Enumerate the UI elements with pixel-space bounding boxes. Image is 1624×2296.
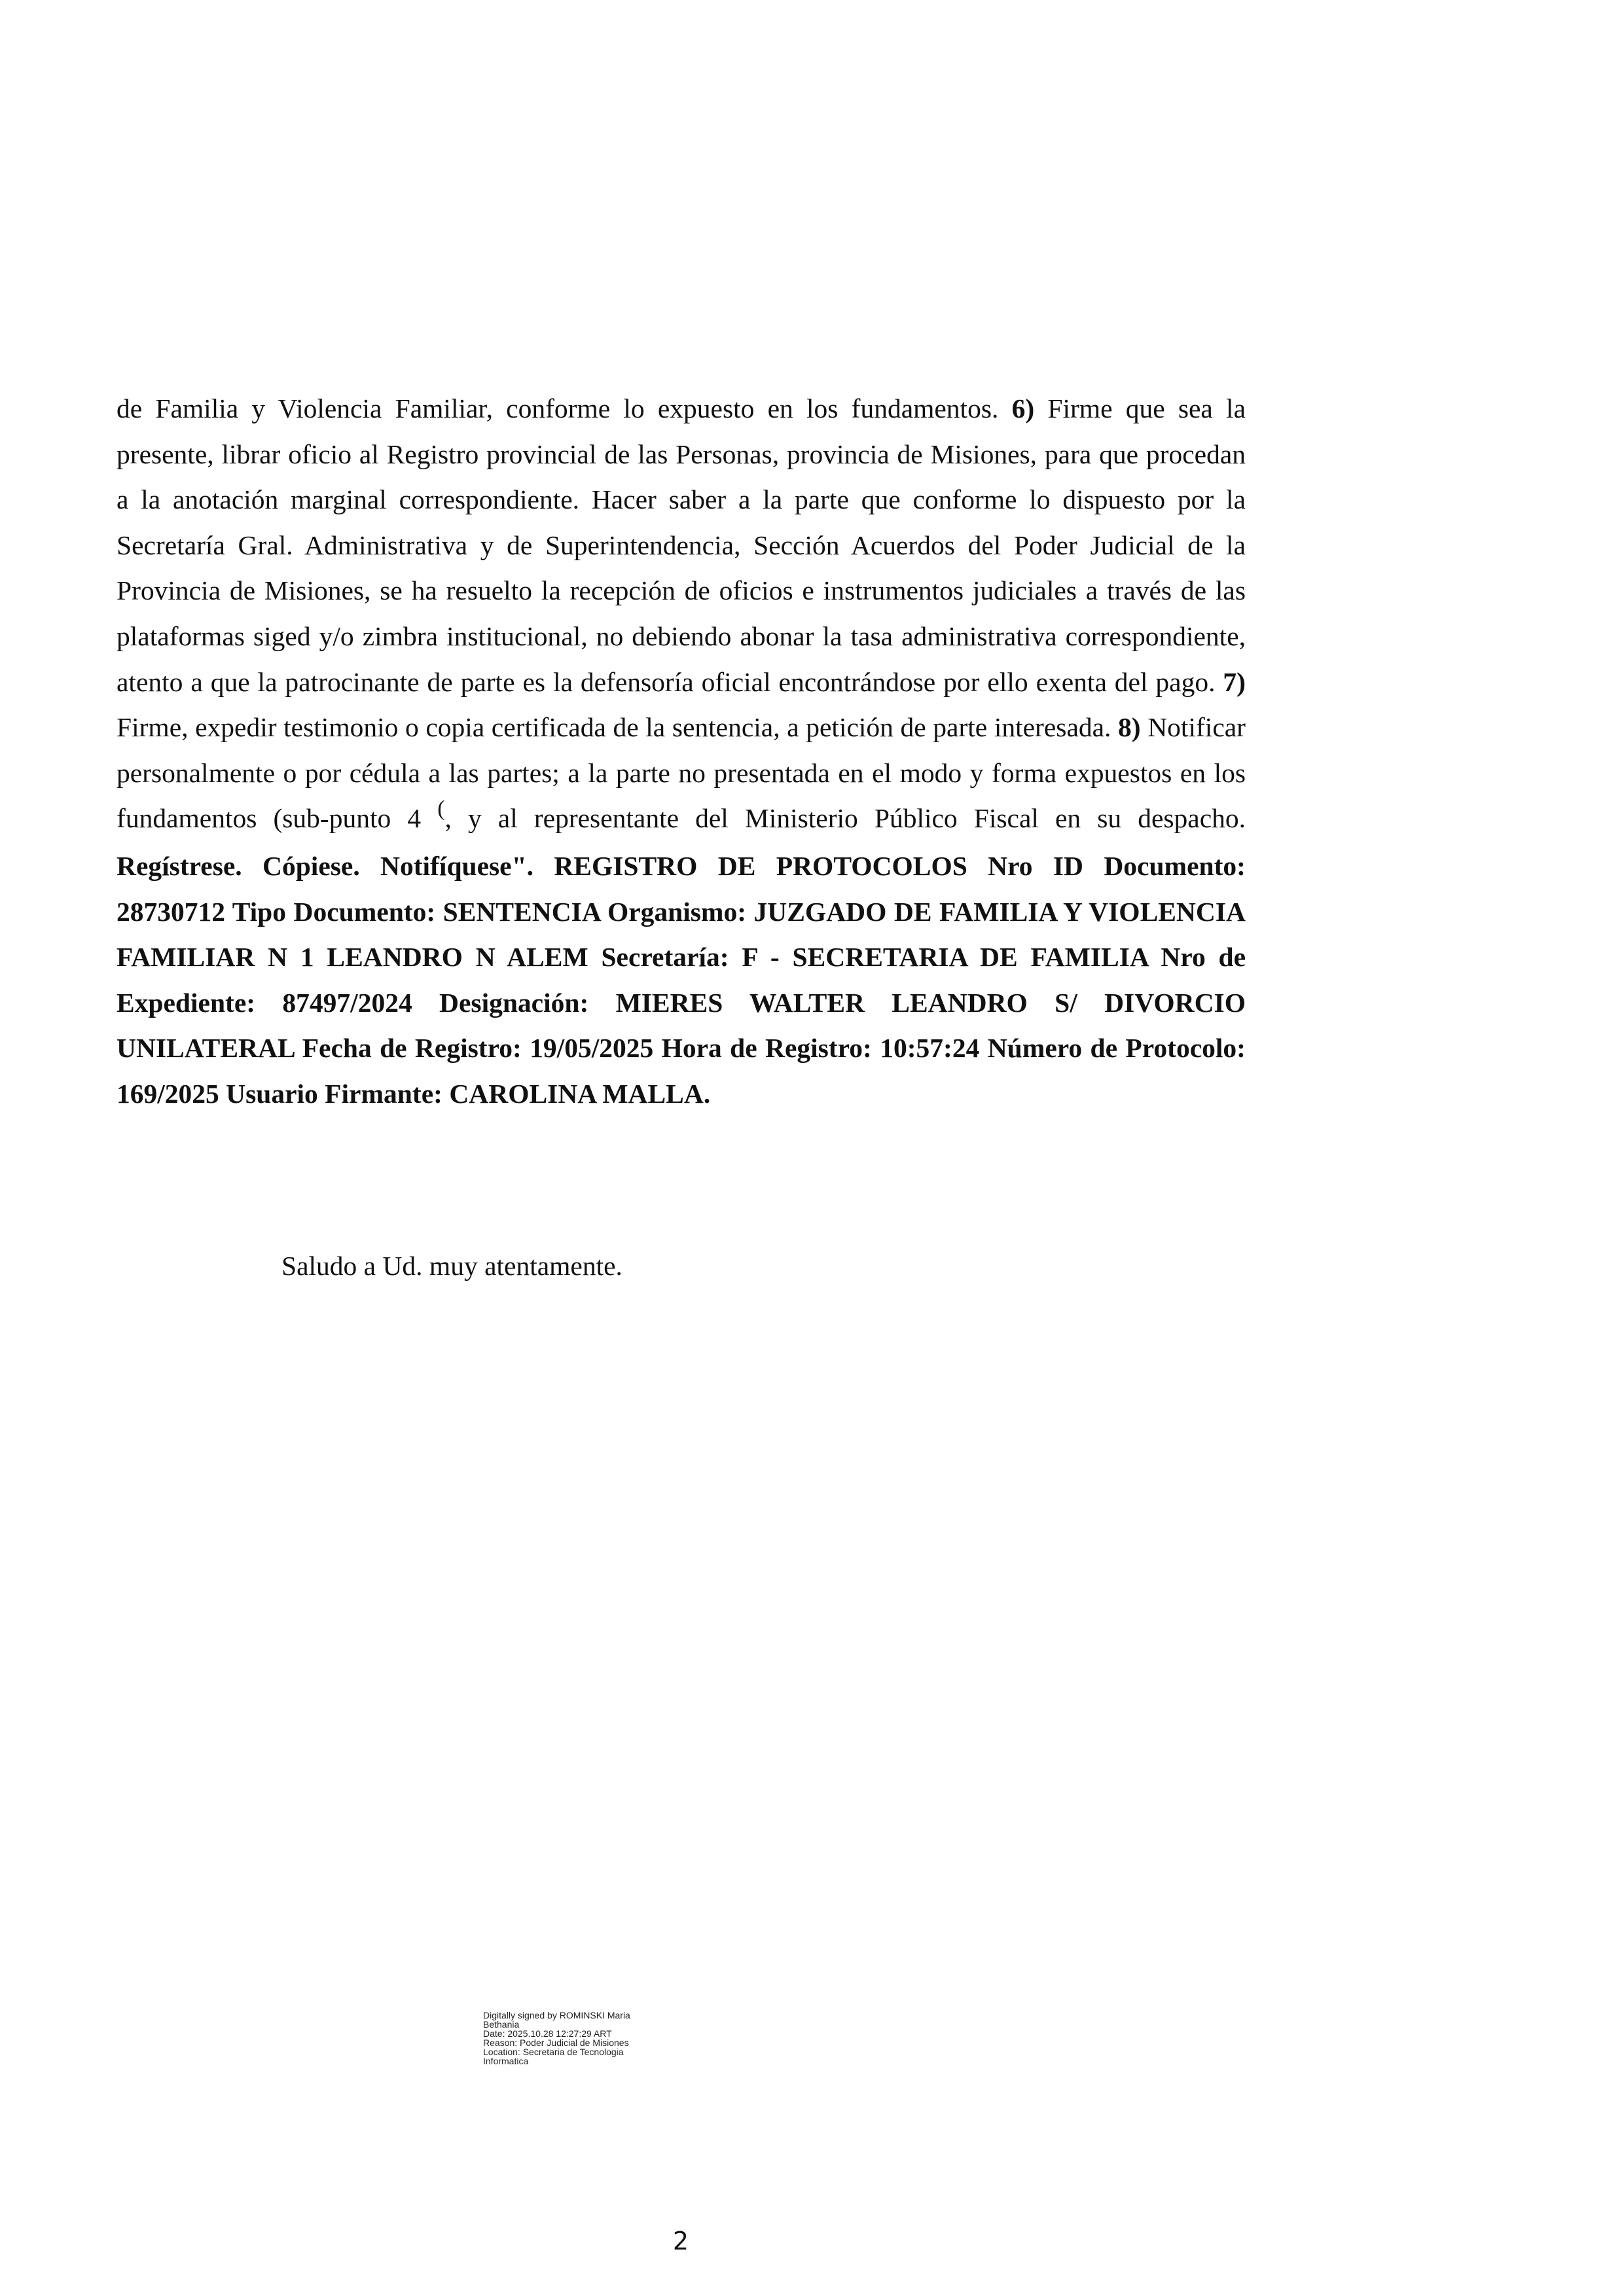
signature-line: Date: 2025.10.28 12:27:29 ART (483, 2028, 612, 2039)
closing-salutation: Saludo a Ud. muy atentamente. (281, 1251, 623, 1281)
body-text-part-1: de Familia y Violencia Familiar, conforme lo expuesto en los fundamentos. (117, 393, 1012, 423)
signature-line: Digitally signed by ROMINSKI Maria (483, 2010, 630, 2020)
item-number-7: 7) (1223, 666, 1246, 697)
signature-line: Informatica (483, 2056, 529, 2066)
item-number-6: 6) (1011, 393, 1035, 423)
body-text-part-5: , y al representante del Ministerio Público Fiscal en su despacho. (444, 803, 1246, 834)
body-text-part-3: Firme, expedir testimonio o copia certificada de la sentencia, a petición de parte interesada. (117, 712, 1119, 743)
registry-protocol-block: Regístrese. Cópiese. Notifíquese". REGISTRO DE PROTOCOLOS Nro ID Documento: 28730712 Tipo Documento: SENTENCIA Organismo: JUZGADO DE FAMILIA Y VIOLENCIA FAMILIAR N 1 LEANDRO N ALEM Secretaría: F - SECRETARIA DE FAMILIA Nro de Expediente: 87497/2024 Designación: MIERES WALTER LEANDRO S/ DIVORCIO UNILATERAL Fecha de Registro: 19/05/2025 Hora de Registro: 10:57:24 Número de Protocolo: 169/2025 Usuario Firmante: CAROLINA MALLA. (117, 850, 1246, 1109)
signature-line: Bethania (483, 2019, 520, 2030)
page-number: 2 (672, 2227, 689, 2255)
digital-signature-block (483, 2011, 732, 2066)
stray-parenthesis: ( (437, 797, 445, 821)
signature-line: Location: Secretaria de Tecnologia (483, 2047, 624, 2057)
item-number-8: 8) (1118, 712, 1141, 743)
body-text-part-4: Notificar personalmente o por cédula a las partes; a la parte no presentada en el modo y forma expuestos en los fundamentos (sub-punto 4 (117, 712, 1246, 834)
body-paragraph (117, 386, 1246, 1117)
body-text-part-2: Firme que sea la presente, librar oficio al Registro provincial de las Personas, provincia de Misiones, para que procedan a la anotación marginal correspondiente. Hacer saber a la parte que conforme lo dispuesto por la Secretaría Gral. Administrativa y de Superintendencia, Sección Acuerdos del Poder Judicial de la Provincia de Misiones, se ha resuelto la recepción de oficios e instrumentos judiciales a través de las plataformas siged y/o zimbra institucional, no debiendo abonar la tasa administrativa correspondiente, atento a que la patrocinante de parte es la defensoría oficial encontrándose por ello exenta del pago. (117, 393, 1246, 697)
signature-line: Reason: Poder Judicial de Misiones (483, 2037, 629, 2048)
